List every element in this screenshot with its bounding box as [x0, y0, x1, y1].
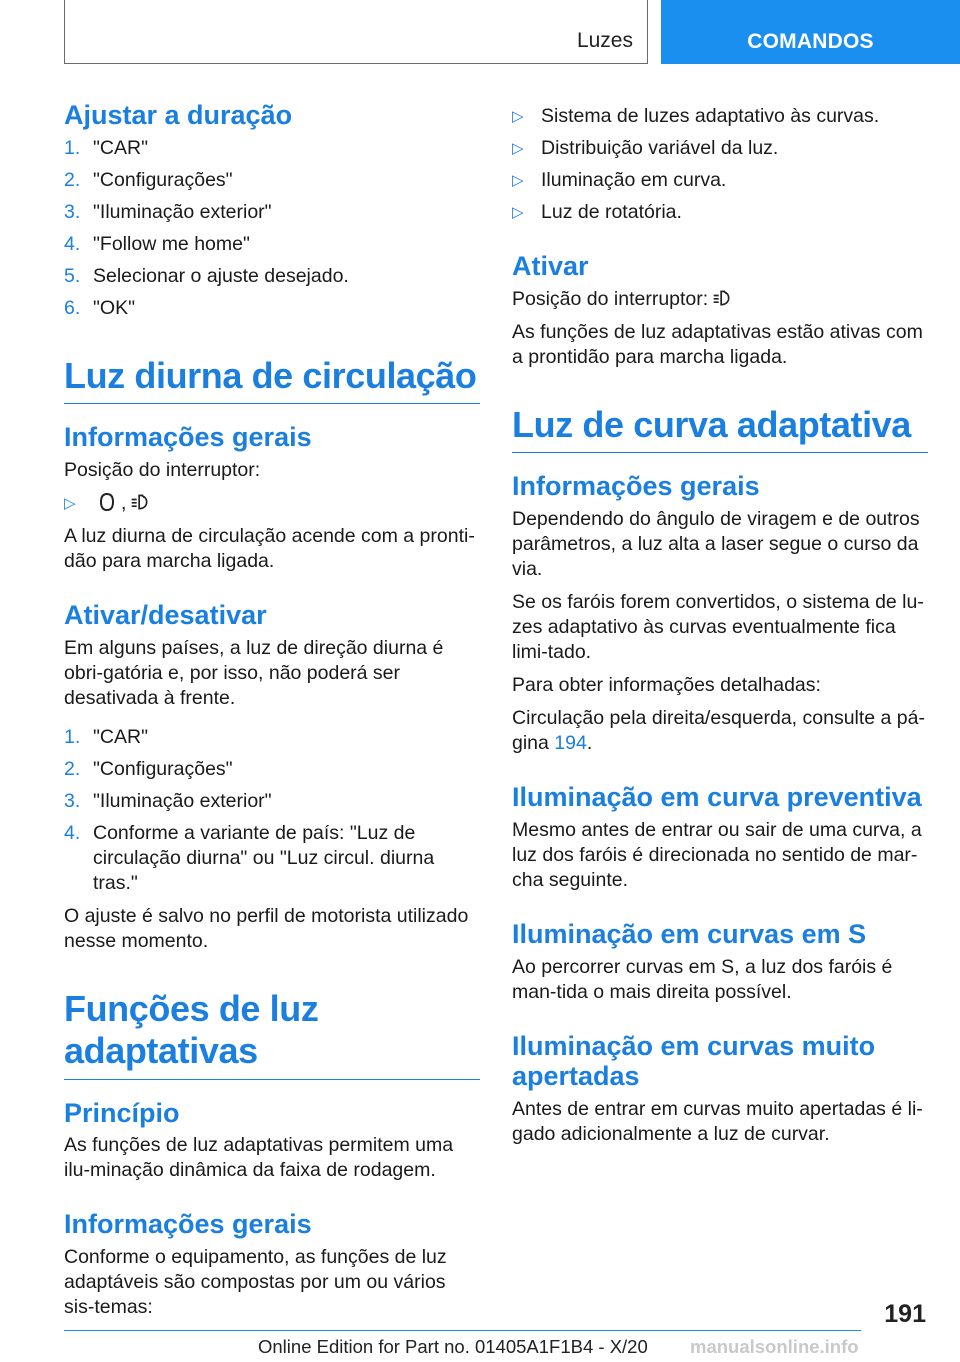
section-title-activate: Ativar — [512, 251, 589, 281]
list-item: 2. "Configurações" — [64, 168, 233, 191]
triangle-right-icon: ▷ — [512, 140, 524, 157]
paragraph: Ao percorrer curvas em S, a luz dos faróis é man-tida o mais direita possível. — [512, 955, 893, 1003]
list-item: ▷ , — [64, 491, 480, 516]
list-item: 6. "OK" — [64, 296, 136, 319]
auto-light-icon — [130, 491, 150, 513]
chapter-heading-daytime-running-light: Luz diurna de circulação — [64, 355, 480, 404]
right-column — [512, 104, 928, 1155]
triangle-right-icon: ▷ — [512, 204, 524, 221]
list-item: 4. "Follow me home" — [64, 232, 250, 255]
systems-list — [512, 104, 928, 225]
switch-position-list — [64, 491, 480, 516]
list-item: ▷ Iluminação em curva. — [512, 169, 727, 191]
drl-steps — [64, 725, 480, 896]
header-chapter-label: COMANDOS — [747, 30, 874, 53]
paragraph: Mesmo antes de entrar ou sair de uma curva, a luz dos faróis é direcionada no sentido de mar-cha seguinte. — [512, 818, 922, 891]
chapter-heading-adaptive-light: Funções de luz adaptativas — [64, 988, 480, 1080]
paragraph: As funções de luz adaptativas permitem uma ilu-minação dinâmica da faixa de rodagem. — [64, 1134, 454, 1182]
light-off-icon — [97, 491, 117, 513]
auto-light-icon — [712, 287, 732, 309]
list-item: 3. "Iluminação exterior" — [64, 789, 272, 812]
section-title-tight-curves: Iluminação em curvas muito apertadas — [512, 1030, 876, 1092]
switch-position-text: Posição do interruptor: — [512, 287, 928, 312]
paragraph: A luz diurna de circulação acende com a pronti-dão para marcha ligada. — [64, 525, 475, 572]
switch-position-text: Posição do interruptor: — [64, 459, 261, 481]
list-item: ▷ Luz de rotatória. — [512, 201, 682, 223]
section-title-activate-deactivate: Ativar/desativar — [64, 600, 267, 630]
section-title-general-info-2: Informações gerais — [64, 1209, 312, 1240]
header-section-tab — [64, 0, 648, 64]
footer-divider — [64, 1330, 861, 1331]
section-title-principle: Princípio — [64, 1097, 180, 1128]
list-item: 3. "Iluminação exterior" — [64, 200, 272, 223]
list-item: 1. "CAR" — [64, 725, 149, 748]
section-title-preventive-curve: Iluminação em curva preventiva — [512, 782, 922, 812]
paragraph: Dependendo do ângulo de viragem e de outros parâmetros, a luz alta a laser segue o curso da via. — [512, 508, 920, 580]
section-title-duration: Ajustar a duração — [64, 100, 293, 130]
paragraph: Conforme o equipamento, as funções de luz adaptáveis são compostas por um ou vários sis-temas: — [64, 1246, 447, 1319]
header-section-label: Luzes — [576, 29, 633, 52]
paragraph: Se os faróis forem convertidos, o sistema de lu-zes adaptativo às curvas eventualmente fica limi-tado. — [512, 591, 924, 663]
watermark: manualsonline.info — [690, 1336, 859, 1357]
footer-edition: Online Edition for Part no. 01405A1F1B4 - X/20 — [258, 1336, 648, 1357]
paragraph: Circulação pela direita/esquerda, consulte a pá-gina 194. — [512, 707, 925, 754]
page-reference-link[interactable]: 194 — [554, 732, 587, 754]
list-item: 5. Selecionar o ajuste desejado. — [64, 264, 349, 287]
chapter-heading-adaptive-curve-light: Luz de curva adaptativa — [512, 404, 928, 453]
list-item: ▷ Sistema de luzes adaptativo às curvas. — [512, 105, 880, 127]
list-item: 1. "CAR" — [64, 136, 149, 159]
left-column — [64, 100, 480, 1328]
header-chapter-tab — [661, 0, 960, 64]
page-number: 191 — [884, 1300, 926, 1328]
section-title-s-curves: Iluminação em curvas em S — [512, 918, 867, 949]
duration-steps — [64, 136, 480, 321]
section-title-general-info-3: Informações gerais — [512, 471, 760, 502]
section-title-general-info: Informações gerais — [64, 422, 312, 453]
list-item: 4. Conforme a variante de país: "Luz de circulação diurna" ou "Luz circul. diurna tras." — [64, 821, 435, 894]
triangle-right-icon: ▷ — [512, 108, 524, 125]
paragraph: Em alguns países, a luz de direção diurna é obri-gatória e, por isso, não poderá ser desativada à frente. — [64, 636, 444, 709]
triangle-right-icon: ▷ — [64, 495, 76, 512]
paragraph: Antes de entrar em curvas muito apertadas é li-gado adicionalmente a luz de curvar. — [512, 1098, 923, 1146]
paragraph: As funções de luz adaptativas estão ativas com a prontidão para marcha ligada. — [512, 320, 923, 368]
paragraph: O ajuste é salvo no perfil de motorista utilizado nesse momento. — [64, 904, 469, 952]
triangle-right-icon: ▷ — [512, 172, 524, 189]
paragraph: Para obter informações detalhadas: — [512, 674, 821, 696]
list-item: ▷ Distribuição variável da luz. — [512, 137, 779, 159]
list-item: 2. "Configurações" — [64, 757, 233, 780]
